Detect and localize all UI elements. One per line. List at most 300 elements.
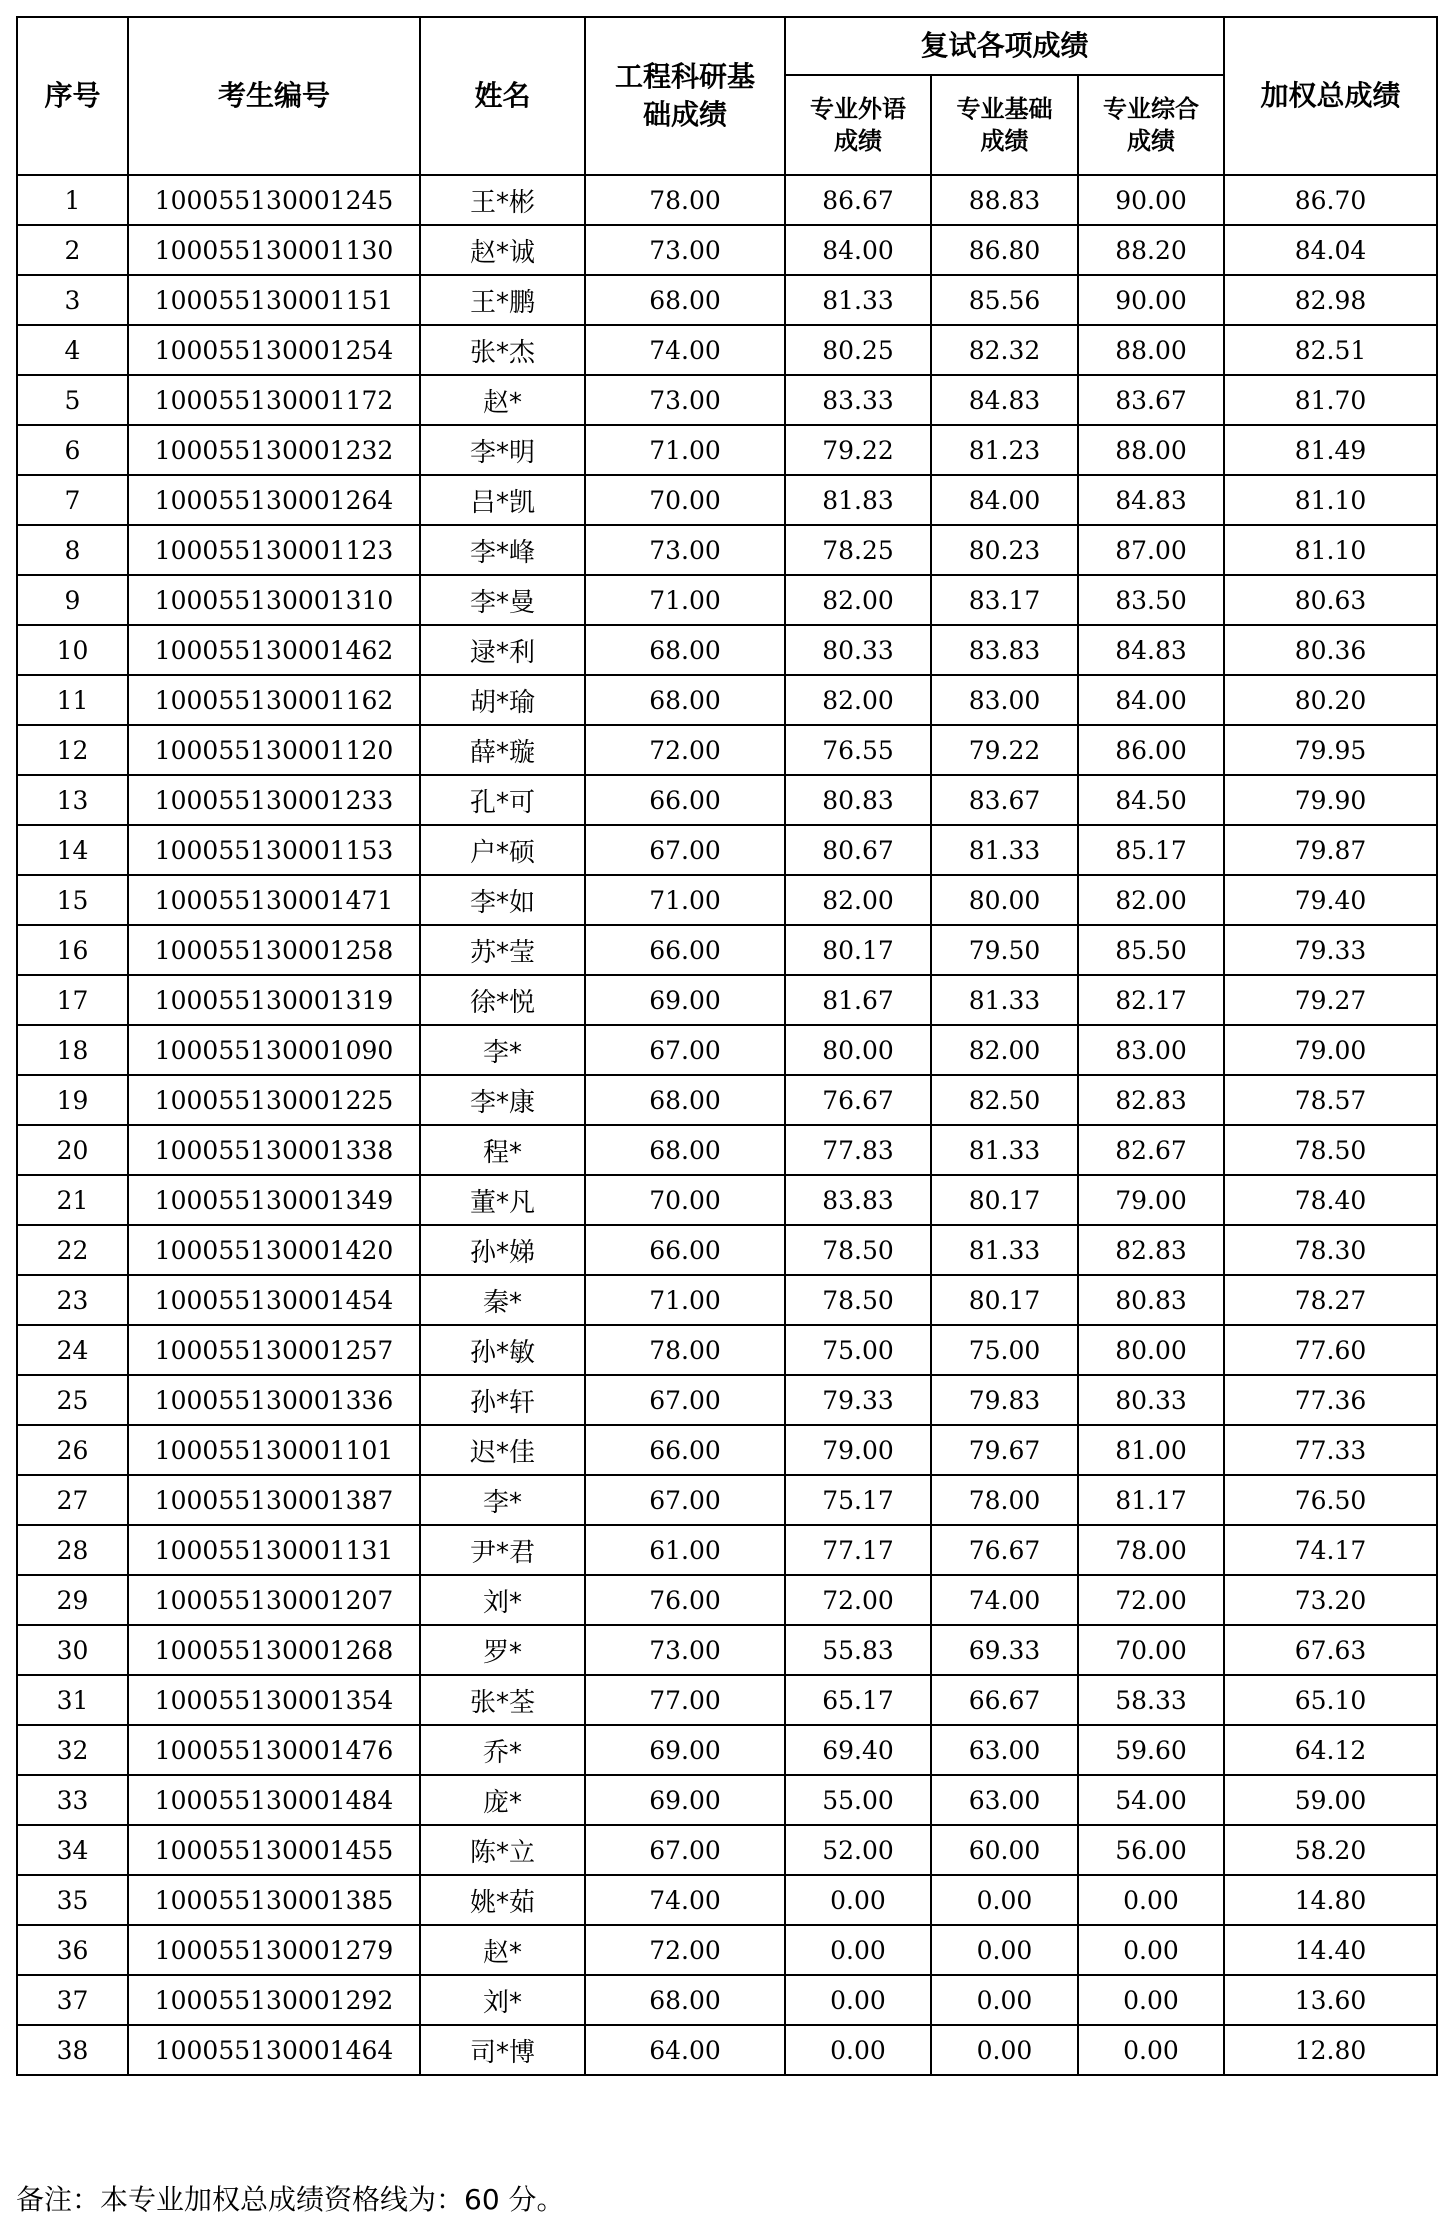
table-row	[17, 725, 1437, 775]
pro-comp-cell: 85.17	[1078, 825, 1224, 875]
weighted-cell: 13.60	[1224, 1975, 1437, 2025]
weighted-cell: 81.10	[1224, 475, 1437, 525]
pro-base-cell: 82.32	[931, 325, 1078, 375]
foreign-cell: 75.00	[785, 1325, 931, 1375]
seq-cell: 24	[17, 1325, 128, 1375]
pro-comp-cell: 84.00	[1078, 675, 1224, 725]
table-row	[17, 375, 1437, 425]
pro-base-cell: 85.56	[931, 275, 1078, 325]
eng-base-cell: 68.00	[585, 675, 785, 725]
name-cell: 赵*诚	[420, 225, 585, 275]
header-pro-base: 专业基础成绩	[931, 75, 1078, 175]
exam-no-cell: 100055130001090	[128, 1025, 420, 1075]
seq-cell: 11	[17, 675, 128, 725]
pro-base-cell: 79.83	[931, 1375, 1078, 1425]
name-cell: 陈*立	[420, 1825, 585, 1875]
eng-base-cell: 67.00	[585, 1375, 785, 1425]
eng-base-cell: 73.00	[585, 525, 785, 575]
table-row	[17, 1575, 1437, 1625]
pro-base-cell: 80.00	[931, 875, 1078, 925]
foreign-cell: 77.83	[785, 1125, 931, 1175]
weighted-cell: 64.12	[1224, 1725, 1437, 1775]
pro-comp-cell: 79.00	[1078, 1175, 1224, 1225]
pro-base-cell: 84.00	[931, 475, 1078, 525]
name-cell: 司*博	[420, 2025, 585, 2075]
name-cell: 李*如	[420, 875, 585, 925]
seq-cell: 23	[17, 1275, 128, 1325]
table-row	[17, 1025, 1437, 1075]
footnote: 备注：本专业加权总成绩资格线为：60 分。	[16, 2183, 565, 2216]
eng-base-cell: 66.00	[585, 1225, 785, 1275]
seq-cell: 25	[17, 1375, 128, 1425]
name-cell: 乔*	[420, 1725, 585, 1775]
eng-base-cell: 67.00	[585, 1475, 785, 1525]
header-name: 姓名	[420, 17, 585, 175]
eng-base-cell: 66.00	[585, 775, 785, 825]
exam-no-cell: 100055130001319	[128, 975, 420, 1025]
weighted-cell: 79.00	[1224, 1025, 1437, 1075]
foreign-cell: 79.33	[785, 1375, 931, 1425]
pro-comp-cell: 84.83	[1078, 625, 1224, 675]
table-row	[17, 575, 1437, 625]
pro-comp-cell: 83.67	[1078, 375, 1224, 425]
pro-comp-cell: 88.00	[1078, 425, 1224, 475]
exam-no-cell: 100055130001130	[128, 225, 420, 275]
weighted-cell: 79.33	[1224, 925, 1437, 975]
foreign-cell: 82.00	[785, 875, 931, 925]
seq-cell: 31	[17, 1675, 128, 1725]
seq-cell: 32	[17, 1725, 128, 1775]
pro-comp-cell: 88.20	[1078, 225, 1224, 275]
name-cell: 李*曼	[420, 575, 585, 625]
exam-no-cell: 100055130001254	[128, 325, 420, 375]
seq-cell: 7	[17, 475, 128, 525]
foreign-cell: 0.00	[785, 2025, 931, 2075]
exam-no-cell: 100055130001257	[128, 1325, 420, 1375]
name-cell: 李*明	[420, 425, 585, 475]
foreign-cell: 55.83	[785, 1625, 931, 1675]
exam-no-cell: 100055130001101	[128, 1425, 420, 1475]
name-cell: 孙*轩	[420, 1375, 585, 1425]
name-cell: 王*鹏	[420, 275, 585, 325]
seq-cell: 27	[17, 1475, 128, 1525]
table-row	[17, 1475, 1437, 1525]
eng-base-cell: 78.00	[585, 175, 785, 225]
table-row	[17, 1075, 1437, 1125]
seq-cell: 16	[17, 925, 128, 975]
weighted-cell: 12.80	[1224, 2025, 1437, 2075]
foreign-cell: 55.00	[785, 1775, 931, 1825]
pro-base-cell: 63.00	[931, 1775, 1078, 1825]
seq-cell: 4	[17, 325, 128, 375]
table-row	[17, 1125, 1437, 1175]
pro-base-cell: 81.23	[931, 425, 1078, 475]
table-row	[17, 625, 1437, 675]
weighted-cell: 77.36	[1224, 1375, 1437, 1425]
pro-base-cell: 81.33	[931, 975, 1078, 1025]
header-eng-base: 工程科研基础成绩	[585, 17, 785, 175]
eng-base-cell: 66.00	[585, 925, 785, 975]
weighted-cell: 14.40	[1224, 1925, 1437, 1975]
name-cell: 逯*利	[420, 625, 585, 675]
eng-base-cell: 70.00	[585, 475, 785, 525]
name-cell: 庞*	[420, 1775, 585, 1825]
name-cell: 李*	[420, 1025, 585, 1075]
seq-cell: 30	[17, 1625, 128, 1675]
exam-no-cell: 100055130001476	[128, 1725, 420, 1775]
pro-comp-cell: 88.00	[1078, 325, 1224, 375]
weighted-cell: 78.40	[1224, 1175, 1437, 1225]
pro-base-cell: 83.67	[931, 775, 1078, 825]
pro-base-cell: 76.67	[931, 1525, 1078, 1575]
exam-no-cell: 100055130001225	[128, 1075, 420, 1125]
name-cell: 赵*	[420, 375, 585, 425]
weighted-cell: 79.87	[1224, 825, 1437, 875]
seq-cell: 28	[17, 1525, 128, 1575]
pro-base-cell: 79.22	[931, 725, 1078, 775]
eng-base-cell: 77.00	[585, 1675, 785, 1725]
exam-no-cell: 100055130001310	[128, 575, 420, 625]
pro-comp-cell: 81.17	[1078, 1475, 1224, 1525]
weighted-cell: 77.60	[1224, 1325, 1437, 1375]
pro-base-cell: 0.00	[931, 1925, 1078, 1975]
exam-no-cell: 100055130001454	[128, 1275, 420, 1325]
pro-base-cell: 60.00	[931, 1825, 1078, 1875]
name-cell: 薛*璇	[420, 725, 585, 775]
eng-base-cell: 67.00	[585, 825, 785, 875]
name-cell: 张*荃	[420, 1675, 585, 1725]
pro-comp-cell: 80.83	[1078, 1275, 1224, 1325]
pro-comp-cell: 54.00	[1078, 1775, 1224, 1825]
weighted-cell: 78.50	[1224, 1125, 1437, 1175]
eng-base-cell: 64.00	[585, 2025, 785, 2075]
table-row	[17, 975, 1437, 1025]
seq-cell: 15	[17, 875, 128, 925]
exam-no-cell: 100055130001455	[128, 1825, 420, 1875]
foreign-cell: 72.00	[785, 1575, 931, 1625]
pro-comp-cell: 70.00	[1078, 1625, 1224, 1675]
pro-base-cell: 83.83	[931, 625, 1078, 675]
exam-no-cell: 100055130001120	[128, 725, 420, 775]
pro-comp-cell: 0.00	[1078, 1875, 1224, 1925]
pro-comp-cell: 90.00	[1078, 175, 1224, 225]
foreign-cell: 80.17	[785, 925, 931, 975]
eng-base-cell: 74.00	[585, 325, 785, 375]
pro-comp-cell: 0.00	[1078, 1925, 1224, 1975]
seq-cell: 12	[17, 725, 128, 775]
name-cell: 程*	[420, 1125, 585, 1175]
eng-base-cell: 68.00	[585, 275, 785, 325]
weighted-cell: 78.27	[1224, 1275, 1437, 1325]
pro-base-cell: 75.00	[931, 1325, 1078, 1375]
table-row	[17, 225, 1437, 275]
foreign-cell: 80.67	[785, 825, 931, 875]
seq-cell: 20	[17, 1125, 128, 1175]
foreign-cell: 79.22	[785, 425, 931, 475]
foreign-cell: 80.33	[785, 625, 931, 675]
pro-base-cell: 81.33	[931, 825, 1078, 875]
foreign-cell: 82.00	[785, 675, 931, 725]
name-cell: 李*	[420, 1475, 585, 1525]
exam-no-cell: 100055130001354	[128, 1675, 420, 1725]
seq-cell: 1	[17, 175, 128, 225]
weighted-cell: 82.98	[1224, 275, 1437, 325]
pro-comp-cell: 85.50	[1078, 925, 1224, 975]
pro-comp-cell: 80.33	[1078, 1375, 1224, 1425]
pro-comp-cell: 56.00	[1078, 1825, 1224, 1875]
name-cell: 董*凡	[420, 1175, 585, 1225]
table-row	[17, 875, 1437, 925]
table-row	[17, 1325, 1437, 1375]
table-row	[17, 425, 1437, 475]
pro-base-cell: 80.23	[931, 525, 1078, 575]
pro-base-cell: 80.17	[931, 1275, 1078, 1325]
pro-comp-cell: 78.00	[1078, 1525, 1224, 1575]
header-retest-group: 复试各项成绩	[785, 17, 1224, 75]
table-row	[17, 2025, 1437, 2075]
exam-no-cell: 100055130001268	[128, 1625, 420, 1675]
name-cell: 姚*茹	[420, 1875, 585, 1925]
exam-no-cell: 100055130001153	[128, 825, 420, 875]
pro-base-cell: 74.00	[931, 1575, 1078, 1625]
pro-base-cell: 66.67	[931, 1675, 1078, 1725]
eng-base-cell: 76.00	[585, 1575, 785, 1625]
pro-comp-cell: 82.83	[1078, 1225, 1224, 1275]
eng-base-cell: 67.00	[585, 1025, 785, 1075]
seq-cell: 3	[17, 275, 128, 325]
exam-no-cell: 100055130001336	[128, 1375, 420, 1425]
seq-cell: 14	[17, 825, 128, 875]
exam-no-cell: 100055130001123	[128, 525, 420, 575]
foreign-cell: 81.67	[785, 975, 931, 1025]
foreign-cell: 76.55	[785, 725, 931, 775]
eng-base-cell: 68.00	[585, 625, 785, 675]
eng-base-cell: 66.00	[585, 1425, 785, 1475]
name-cell: 刘*	[420, 1575, 585, 1625]
name-cell: 赵*	[420, 1925, 585, 1975]
seq-cell: 18	[17, 1025, 128, 1075]
pro-comp-cell: 0.00	[1078, 1975, 1224, 2025]
table-body	[17, 175, 1437, 2075]
seq-cell: 33	[17, 1775, 128, 1825]
weighted-cell: 67.63	[1224, 1625, 1437, 1675]
foreign-cell: 79.00	[785, 1425, 931, 1475]
eng-base-cell: 74.00	[585, 1875, 785, 1925]
eng-base-cell: 69.00	[585, 1725, 785, 1775]
header-pro-comp: 专业综合成绩	[1078, 75, 1224, 175]
pro-comp-cell: 90.00	[1078, 275, 1224, 325]
table-row	[17, 1225, 1437, 1275]
table-row	[17, 925, 1437, 975]
name-cell: 孔*可	[420, 775, 585, 825]
foreign-cell: 80.25	[785, 325, 931, 375]
eng-base-cell: 67.00	[585, 1825, 785, 1875]
weighted-cell: 81.49	[1224, 425, 1437, 475]
eng-base-cell: 68.00	[585, 1975, 785, 2025]
table-row	[17, 1175, 1437, 1225]
weighted-cell: 59.00	[1224, 1775, 1437, 1825]
exam-no-cell: 100055130001292	[128, 1975, 420, 2025]
pro-comp-cell: 58.33	[1078, 1675, 1224, 1725]
eng-base-cell: 71.00	[585, 875, 785, 925]
exam-no-cell: 100055130001387	[128, 1475, 420, 1525]
name-cell: 尹*君	[420, 1525, 585, 1575]
table-row	[17, 1675, 1437, 1725]
table-row	[17, 525, 1437, 575]
foreign-cell: 69.40	[785, 1725, 931, 1775]
seq-cell: 22	[17, 1225, 128, 1275]
foreign-cell: 81.33	[785, 275, 931, 325]
pro-comp-cell: 87.00	[1078, 525, 1224, 575]
name-cell: 胡*瑜	[420, 675, 585, 725]
weighted-cell: 80.63	[1224, 575, 1437, 625]
name-cell: 刘*	[420, 1975, 585, 2025]
pro-base-cell: 80.17	[931, 1175, 1078, 1225]
table-row	[17, 325, 1437, 375]
table-header	[17, 17, 1437, 175]
table-row	[17, 1925, 1437, 1975]
weighted-cell: 58.20	[1224, 1825, 1437, 1875]
exam-no-cell: 100055130001279	[128, 1925, 420, 1975]
seq-cell: 21	[17, 1175, 128, 1225]
exam-no-cell: 100055130001471	[128, 875, 420, 925]
exam-no-cell: 100055130001462	[128, 625, 420, 675]
weighted-cell: 77.33	[1224, 1425, 1437, 1475]
name-cell: 李*康	[420, 1075, 585, 1125]
weighted-cell: 80.20	[1224, 675, 1437, 725]
seq-cell: 35	[17, 1875, 128, 1925]
eng-base-cell: 68.00	[585, 1075, 785, 1125]
foreign-cell: 81.83	[785, 475, 931, 525]
pro-base-cell: 84.83	[931, 375, 1078, 425]
pro-base-cell: 79.50	[931, 925, 1078, 975]
pro-comp-cell: 82.67	[1078, 1125, 1224, 1175]
seq-cell: 6	[17, 425, 128, 475]
foreign-cell: 83.83	[785, 1175, 931, 1225]
header-exam-no: 考生编号	[128, 17, 420, 175]
pro-base-cell: 82.50	[931, 1075, 1078, 1125]
table-row	[17, 1975, 1437, 2025]
pro-comp-cell: 81.00	[1078, 1425, 1224, 1475]
seq-cell: 13	[17, 775, 128, 825]
table-row	[17, 475, 1437, 525]
table-row	[17, 1775, 1437, 1825]
exam-no-cell: 100055130001264	[128, 475, 420, 525]
foreign-cell: 80.00	[785, 1025, 931, 1075]
foreign-cell: 0.00	[785, 1875, 931, 1925]
seq-cell: 19	[17, 1075, 128, 1125]
foreign-cell: 78.25	[785, 525, 931, 575]
weighted-cell: 76.50	[1224, 1475, 1437, 1525]
table-row	[17, 675, 1437, 725]
pro-base-cell: 0.00	[931, 2025, 1078, 2075]
foreign-cell: 0.00	[785, 1925, 931, 1975]
weighted-cell: 73.20	[1224, 1575, 1437, 1625]
name-cell: 苏*莹	[420, 925, 585, 975]
name-cell: 吕*凯	[420, 475, 585, 525]
exam-no-cell: 100055130001420	[128, 1225, 420, 1275]
foreign-cell: 65.17	[785, 1675, 931, 1725]
foreign-cell: 86.67	[785, 175, 931, 225]
pro-base-cell: 81.33	[931, 1125, 1078, 1175]
table-row	[17, 1275, 1437, 1325]
foreign-cell: 82.00	[785, 575, 931, 625]
eng-base-cell: 69.00	[585, 1775, 785, 1825]
pro-comp-cell: 83.50	[1078, 575, 1224, 625]
weighted-cell: 79.40	[1224, 875, 1437, 925]
table-row	[17, 1875, 1437, 1925]
exam-no-cell: 100055130001464	[128, 2025, 420, 2075]
seq-cell: 26	[17, 1425, 128, 1475]
foreign-cell: 76.67	[785, 1075, 931, 1125]
seq-cell: 34	[17, 1825, 128, 1875]
weighted-cell: 79.95	[1224, 725, 1437, 775]
weighted-cell: 86.70	[1224, 175, 1437, 225]
name-cell: 李*峰	[420, 525, 585, 575]
pro-base-cell: 83.17	[931, 575, 1078, 625]
pro-comp-cell: 84.50	[1078, 775, 1224, 825]
pro-comp-cell: 82.17	[1078, 975, 1224, 1025]
table-row	[17, 775, 1437, 825]
pro-base-cell: 83.00	[931, 675, 1078, 725]
seq-cell: 10	[17, 625, 128, 675]
weighted-cell: 81.70	[1224, 375, 1437, 425]
seq-cell: 8	[17, 525, 128, 575]
eng-base-cell: 69.00	[585, 975, 785, 1025]
pro-comp-cell: 72.00	[1078, 1575, 1224, 1625]
pro-comp-cell: 84.83	[1078, 475, 1224, 525]
foreign-cell: 0.00	[785, 1975, 931, 2025]
score-table	[16, 16, 1438, 2076]
exam-no-cell: 100055130001232	[128, 425, 420, 475]
name-cell: 罗*	[420, 1625, 585, 1675]
seq-cell: 9	[17, 575, 128, 625]
seq-cell: 2	[17, 225, 128, 275]
eng-base-cell: 73.00	[585, 225, 785, 275]
weighted-cell: 78.30	[1224, 1225, 1437, 1275]
exam-no-cell: 100055130001349	[128, 1175, 420, 1225]
eng-base-cell: 71.00	[585, 575, 785, 625]
weighted-cell: 79.27	[1224, 975, 1437, 1025]
pro-base-cell: 79.67	[931, 1425, 1078, 1475]
weighted-cell: 74.17	[1224, 1525, 1437, 1575]
name-cell: 徐*悦	[420, 975, 585, 1025]
foreign-cell: 80.83	[785, 775, 931, 825]
foreign-cell: 77.17	[785, 1525, 931, 1575]
exam-no-cell: 100055130001484	[128, 1775, 420, 1825]
eng-base-cell: 71.00	[585, 1275, 785, 1325]
seq-cell: 36	[17, 1925, 128, 1975]
pro-base-cell: 81.33	[931, 1225, 1078, 1275]
pro-base-cell: 78.00	[931, 1475, 1078, 1525]
table-row	[17, 1375, 1437, 1425]
weighted-cell: 14.80	[1224, 1875, 1437, 1925]
eng-base-cell: 73.00	[585, 1625, 785, 1675]
exam-no-cell: 100055130001338	[128, 1125, 420, 1175]
weighted-cell: 81.10	[1224, 525, 1437, 575]
pro-comp-cell: 86.00	[1078, 725, 1224, 775]
pro-base-cell: 88.83	[931, 175, 1078, 225]
foreign-cell: 83.33	[785, 375, 931, 425]
table-row	[17, 1625, 1437, 1675]
pro-base-cell: 69.33	[931, 1625, 1078, 1675]
weighted-cell: 79.90	[1224, 775, 1437, 825]
weighted-cell: 82.51	[1224, 325, 1437, 375]
seq-cell: 37	[17, 1975, 128, 2025]
pro-comp-cell: 0.00	[1078, 2025, 1224, 2075]
exam-no-cell: 100055130001172	[128, 375, 420, 425]
exam-no-cell: 100055130001151	[128, 275, 420, 325]
